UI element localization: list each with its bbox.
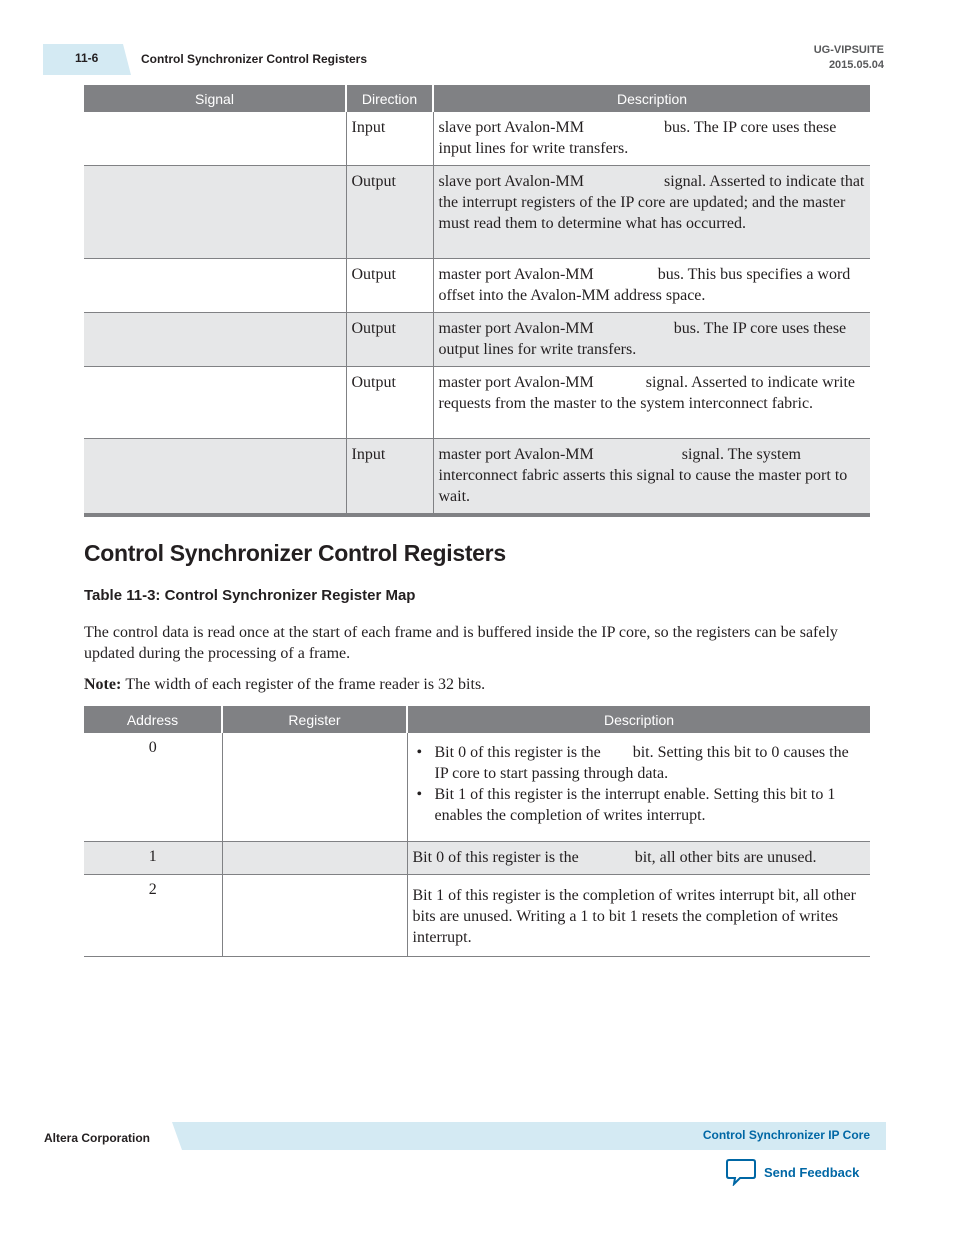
column-header-description: Description [407,706,870,733]
document-date: 2015.05.04 [828,59,884,71]
table-row [84,733,870,841]
bullet-list [413,742,866,826]
signal-table [84,85,870,517]
bullet-item: • Bit 1 of this register is the interrupt enable. Setting this bit to 1 enables the completion of writes interrupt. [435,784,866,826]
direction-cell: Output [346,313,433,367]
signal-cell [84,313,346,367]
table-row [84,313,870,367]
table-row [84,367,870,439]
direction-cell: Output [346,166,433,259]
column-header-description: Description [433,85,870,112]
register-cell [222,733,407,841]
note [84,674,485,695]
note-label: Note: [84,676,122,693]
column-header-signal: Signal [84,85,346,112]
page-number: 11-6 [75,51,99,65]
running-header-title: Control Synchronizer Control Registers [141,52,368,66]
description-cell: master port Avalon-MM bus. The IP core uses these output lines for write transfers. [433,313,870,367]
direction-cell: Input [346,439,433,516]
description-cell: Bit 1 of this register is the completion of writes interrupt bit, all other bits are unused. Writing a 1 to bit 1 resets the completion of writes interrupt. [407,874,870,956]
column-header-register: Register [222,706,407,733]
table-row [84,166,870,259]
bullet-item: • Bit 0 of this register is the bit. Setting this bit to 0 causes the IP core to start passing through data. [435,742,866,784]
address-cell: 1 [84,841,222,874]
column-header-address: Address [84,706,222,733]
direction-cell: Input [346,112,433,166]
register-map-table [84,706,870,957]
description-cell: master port Avalon-MM signal. The system interconnect fabric asserts this signal to cause the master port to wait. [433,439,870,516]
document-id: UG-VIPSUITE [813,44,884,56]
table-row [84,112,870,166]
description-cell: slave port Avalon-MM signal. Asserted to indicate that the interrupt registers of the IP core are updated; and the master must read them to determine what has occurred. [433,166,870,259]
section-heading: Control Synchronizer Control Registers [84,540,506,566]
direction-cell: Output [346,259,433,313]
register-cell [222,874,407,956]
note-text: The width of each register of the frame reader is 32 bits. [125,676,486,693]
table-row [84,841,870,874]
table-caption: Table 11-3: Control Synchronizer Register Map [84,587,416,604]
table-header-row [84,706,870,733]
send-feedback-link[interactable] [726,1158,859,1186]
footer-company: Altera Corporation [44,1131,151,1145]
description-cell: Bit 0 of this register is the bit, all other bits are unused. [407,841,870,874]
signal-cell [84,166,346,259]
signal-cell [84,112,346,166]
address-cell: 0 [84,733,222,841]
direction-cell: Output [346,367,433,439]
table-header-row [84,85,870,112]
speech-bubble-icon [726,1158,756,1186]
signal-cell [84,259,346,313]
signal-cell [84,439,346,516]
address-cell: 2 [84,874,222,956]
footer-core-link[interactable]: Control Synchronizer IP Core [702,1128,870,1142]
description-cell: master port Avalon-MM bus. This bus specifies a word offset into the Avalon-MM address space. [433,259,870,313]
register-cell [222,841,407,874]
column-header-direction: Direction [346,85,433,112]
table-row [84,874,870,956]
description-cell [407,733,870,841]
signal-cell [84,367,346,439]
table-row [84,439,870,516]
intro-paragraph: The control data is read once at the start of each frame and is buffered inside the IP core, so the registers can be safely updated during the processing of a frame. [84,624,838,662]
description-cell: slave port Avalon-MM bus. The IP core uses these input lines for write transfers. [433,112,870,166]
document-id-block [814,43,884,73]
description-cell: master port Avalon-MM signal. Asserted to indicate write requests from the master to the system interconnect fabric. [433,367,870,439]
table-row [84,259,870,313]
send-feedback-label[interactable]: Send Feedback [764,1164,860,1180]
